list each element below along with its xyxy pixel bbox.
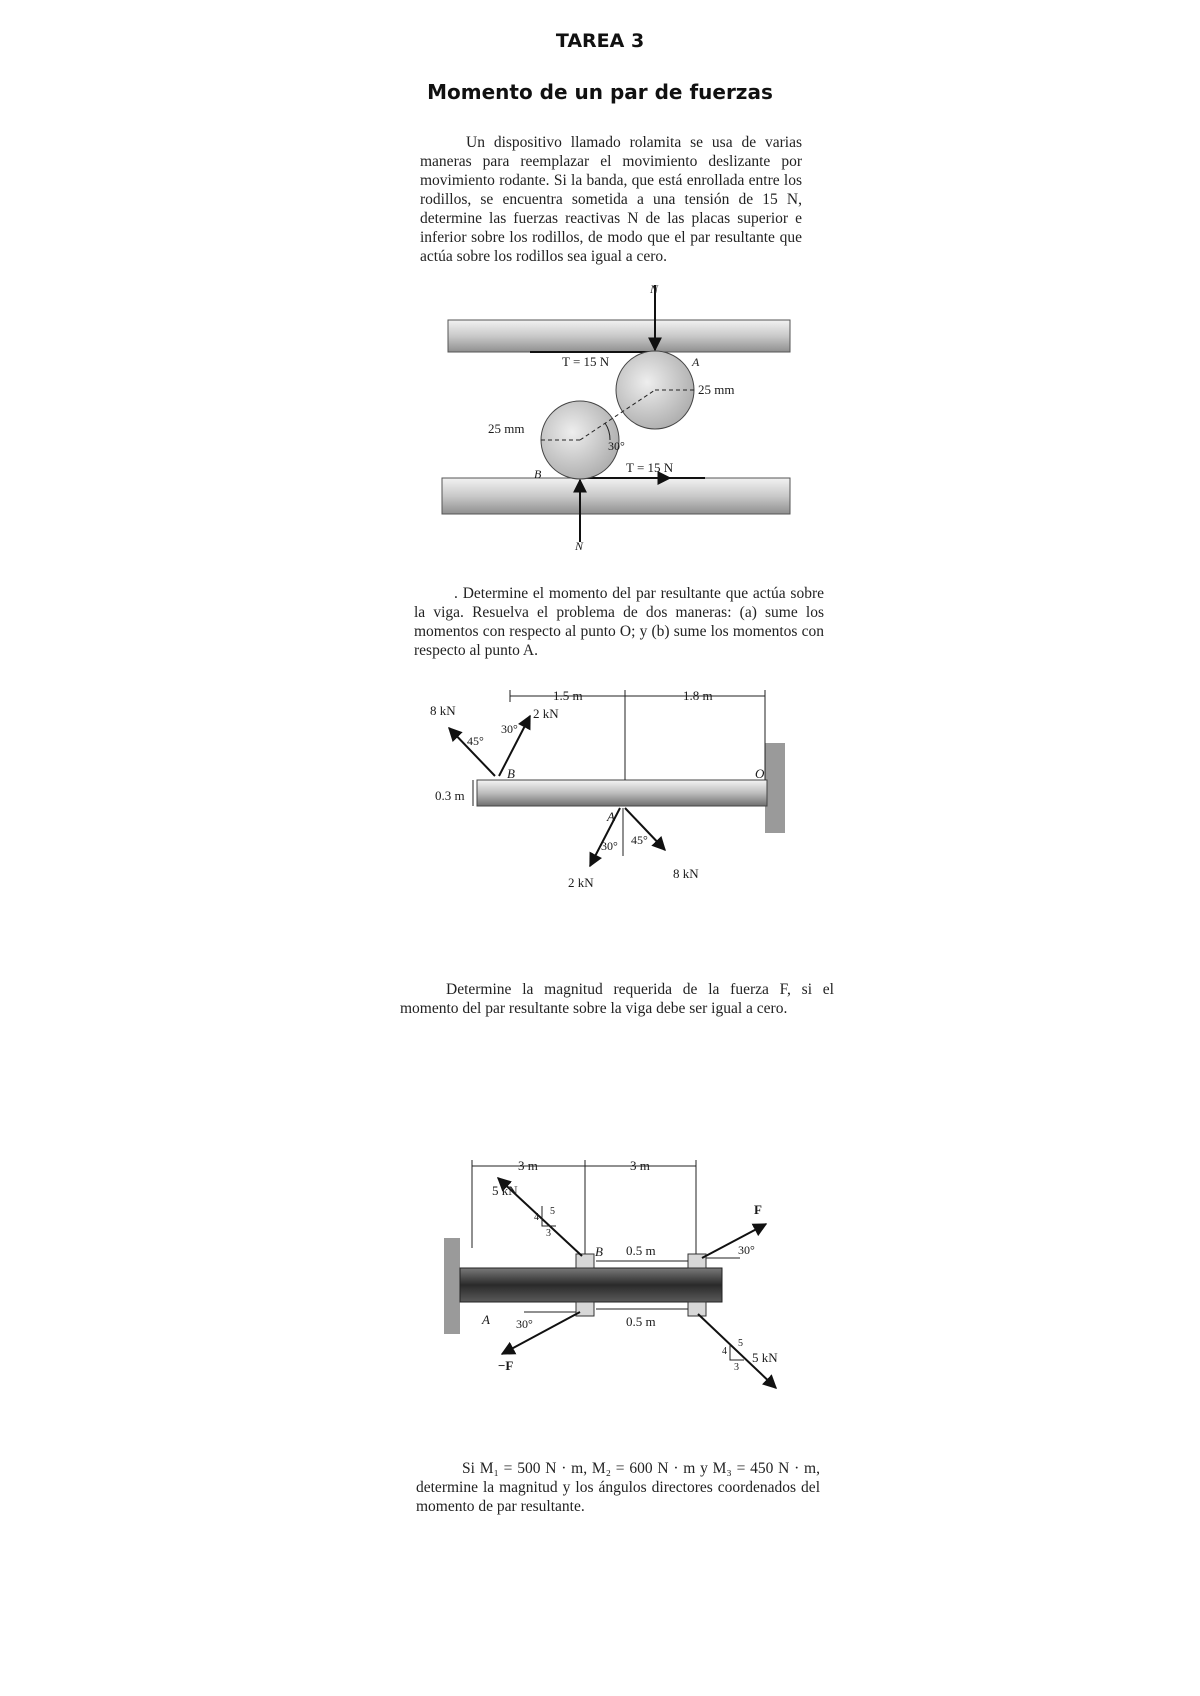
force-5kn-top-label: 5 kN	[492, 1183, 518, 1198]
problem-3-statement: Determine la magnitud requerida de la fuerza F, si el momento del par resultante sobre la viga debe ser igual a cero.	[400, 981, 834, 1017]
radius-left-label: 25 mm	[488, 421, 525, 436]
tri-bot-4: 4	[722, 1346, 727, 1357]
n-top-label: N	[650, 282, 659, 296]
force-neg-f-arrow	[502, 1312, 580, 1354]
point-b-label: B	[507, 766, 515, 781]
beam	[460, 1268, 722, 1302]
bracket-b-top	[576, 1254, 594, 1268]
point-b-label: B	[595, 1244, 603, 1259]
angle-45-bottom-label: 45°	[631, 833, 648, 847]
tri-top-5: 5	[550, 1206, 555, 1217]
rolamita-figure	[430, 280, 810, 550]
point-a-label: A	[482, 1312, 490, 1327]
angle-30-left-label: 30°	[516, 1317, 533, 1331]
tri-bot-3: 3	[734, 1362, 739, 1373]
force-8kn-top-label: 8 kN	[430, 703, 456, 718]
force-2kn-bottom-label: 2 kN	[568, 875, 594, 890]
force-f-label: F	[754, 1202, 762, 1217]
wall-support	[765, 743, 785, 833]
force-f-arrow	[702, 1224, 766, 1258]
n-bottom-label: N	[575, 539, 584, 550]
bracket-right-bottom	[688, 1302, 706, 1316]
dim-right-label: 1.8 m	[683, 688, 713, 703]
beam	[477, 780, 767, 806]
dim-right-label: 3 m	[630, 1158, 650, 1173]
upper-plate	[448, 320, 790, 352]
bracket-b-bottom	[576, 1302, 594, 1316]
lower-plate	[442, 478, 790, 514]
angle-45-top-label: 45°	[467, 734, 484, 748]
force-2kn-bottom-arrow	[590, 808, 620, 866]
tension-bottom-label: T = 15 N	[626, 460, 674, 475]
angle-label: 30°	[608, 439, 625, 453]
angle-30-bottom-label: 30°	[601, 839, 618, 853]
problem-2-statement: . Determine el momento del par resultante que actúa sobre la viga. Resuelva el problema de dos maneras: (a) sume los momentos con respecto al punto O; y (b) sume los momentos con respecto al punto A.	[414, 585, 824, 659]
tension-top-label: T = 15 N	[562, 354, 610, 369]
dim-left-label: 3 m	[518, 1158, 538, 1173]
problem-4-statement: Si M₁ = 500 N · m, M₂ = 600 N · m y M₃ = 450 N · m, determine la magnitud y los ángulos directores coordenados del momento de par resultante.	[416, 1460, 820, 1515]
force-5kn-bottom-label: 5 kN	[752, 1350, 778, 1365]
offset-top-label: 0.5 m	[626, 1243, 656, 1258]
point-a-label: A	[607, 809, 615, 824]
force-2kn-top-label: 2 kN	[533, 706, 559, 721]
beam-force-figure	[440, 1158, 800, 1390]
wall-support	[444, 1238, 460, 1334]
page-title: TAREA 3	[555, 30, 645, 52]
dim-left-label: 1.5 m	[553, 688, 583, 703]
tri-bot-5: 5	[738, 1338, 743, 1349]
point-o-label: O	[755, 766, 765, 781]
force-8kn-bottom-label: 8 kN	[673, 866, 699, 881]
page-subtitle: Momento de un par de fuerzas	[427, 80, 773, 104]
radius-right-label: 25 mm	[698, 382, 735, 397]
height-label: 0.3 m	[435, 788, 465, 803]
offset-bottom-label: 0.5 m	[626, 1314, 656, 1329]
angle-30-top-label: 30°	[501, 722, 518, 736]
point-b-label: B	[534, 467, 542, 481]
force-neg-f-label: −F	[498, 1358, 514, 1373]
tri-top-4: 4	[534, 1212, 539, 1223]
beam-couple-figure	[425, 688, 800, 903]
angle-30-right-label: 30°	[738, 1243, 755, 1257]
bracket-right-top	[688, 1254, 706, 1268]
tri-top-3: 3	[546, 1228, 551, 1239]
problem-1-statement: Un dispositivo llamado rolamita se usa de varias maneras para reemplazar el movimiento deslizante por movimiento rodante. Si la banda, que está enrollada entre los rodillos, se encuentra sometida a una tensión de 15 N, determine las fuerzas reactivas N de las placas superior e inferior sobre los rodillos, de modo que el par resultante que actúa sobre los rodillos sea igual a cero.	[420, 134, 802, 265]
point-a-label: A	[692, 355, 700, 369]
